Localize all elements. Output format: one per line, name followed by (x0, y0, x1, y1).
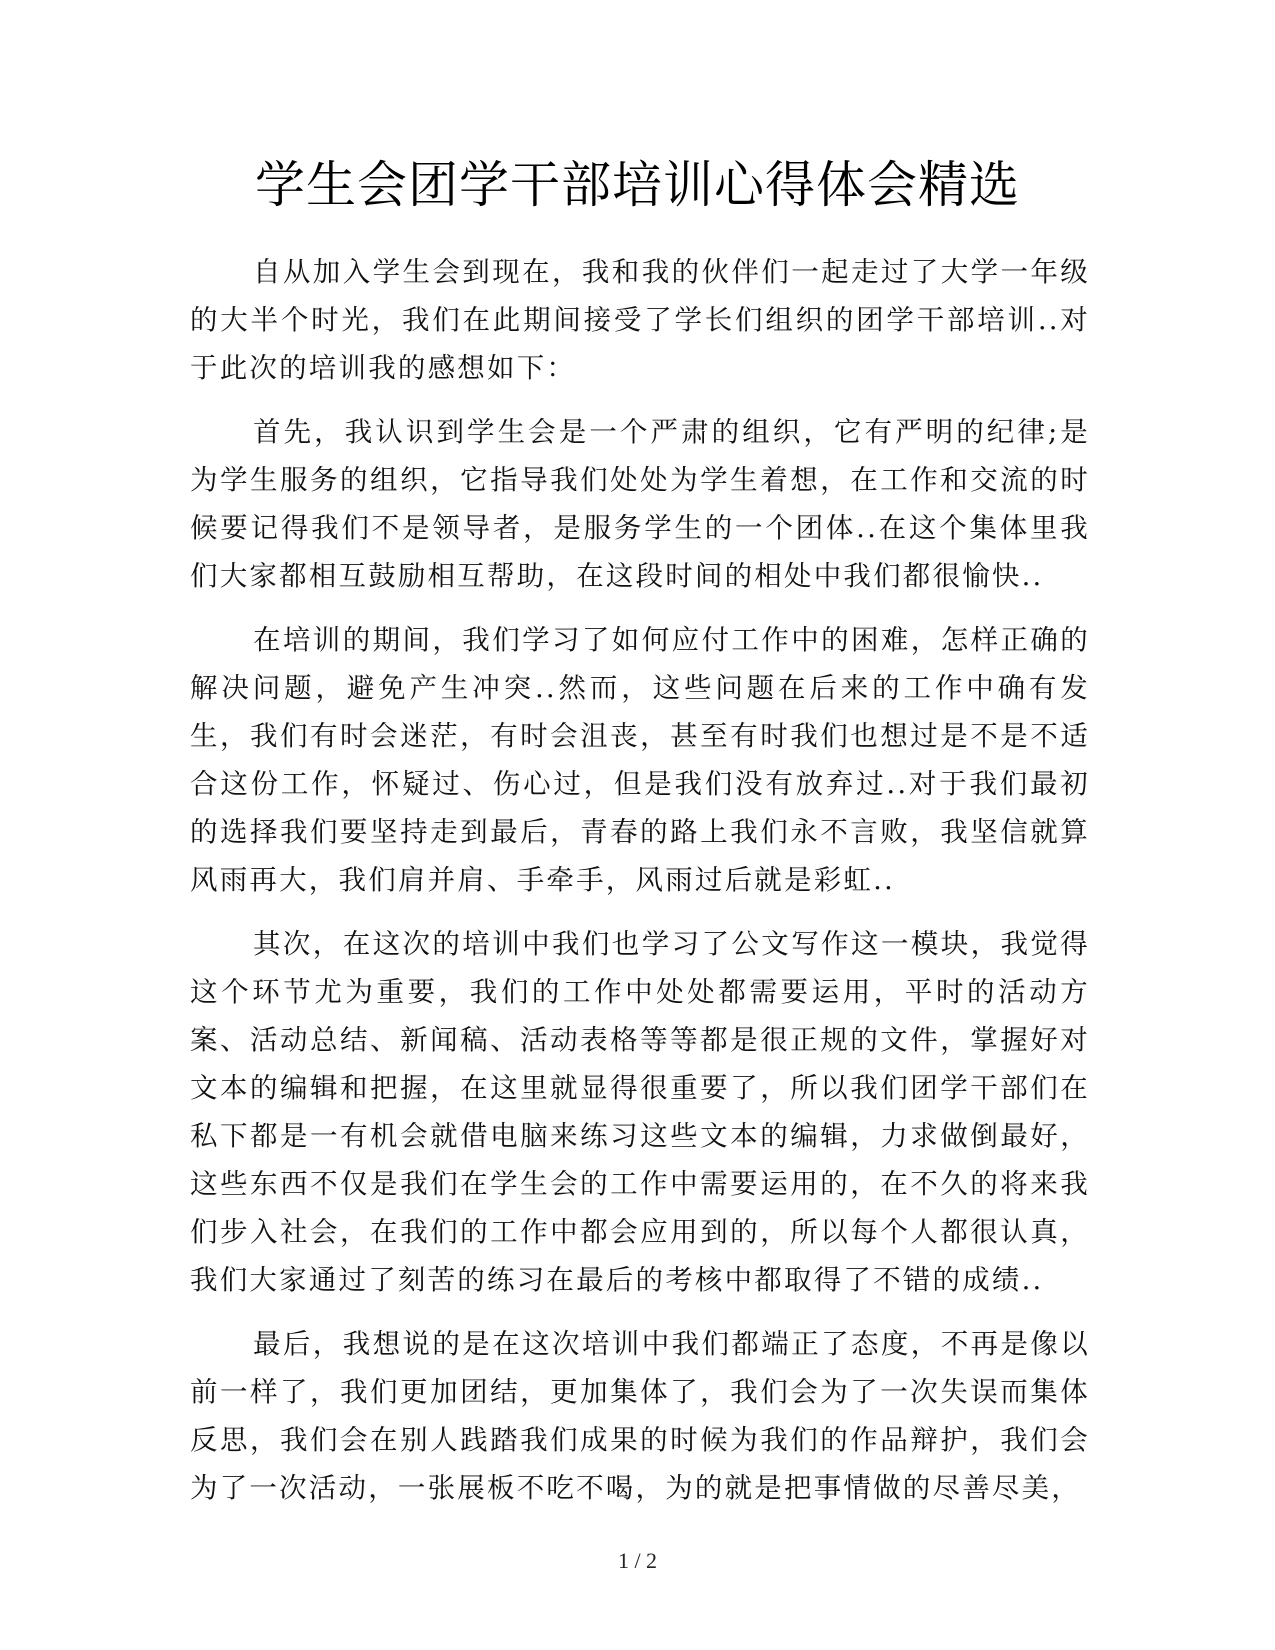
paragraph-final-point: 最后，我想说的是在这次培训中我们都端正了态度，不再是像以前一样了，我们更加团结，更加集体了，我们会为了一次失误而集体反思，我们会在别人践踏我们成果的时候为我们的作品辩护，我们会为了一次活动，一张展板不吃不喝，为的就是把事情做的尽善尽美， (190, 1328, 1090, 1504)
paragraph-second-point: 其次，在这次的培训中我们也学习了公文写作这一模块，我觉得这个环节尤为重要，我们的工作中处处都需要运用，平时的活动方案、活动总结、新闻稿、活动表格等等都是很正规的文件，掌握好对文本的编辑和把握，在这里就显得很重要了，所以我们团学干部们在私下都是一有机会就借电脑来练习这些文本的编辑，力求做倒最好，这些东西不仅是我们在学生会的工作中需要运用的，在不久的将来我们步入社会，在我们的工作中都会应用到的，所以每个人都很认真，我们大家通过了刻苦的练习在最后的考核中都取得了不错的成绩.. (190, 928, 1090, 1296)
document-title: 学生会团学干部培训心得体会精选 (255, 156, 1020, 214)
document-body (190, 248, 1090, 1528)
paragraph-intro: 自从加入学生会到现在，我和我的伙伴们一起走过了大学一年级的大半个时光，我们在此期间接受了学长们组织的团学干部培训..对于此次的培训我的感想如下： (190, 256, 1090, 384)
page-number: 1 / 2 (617, 1548, 658, 1573)
paragraph-first-point: 首先，我认识到学生会是一个严肃的组织，它有严明的纪律;是为学生服务的组织，它指导我们处处为学生着想，在工作和交流的时候要记得我们不是领导者，是服务学生的一个团体..在这个集体里我们大家都相互鼓励相互帮助，在这段时间的相处中我们都很愉快.. (190, 416, 1090, 592)
paragraph-training-period: 在培训的期间，我们学习了如何应付工作中的困难，怎样正确的解决问题，避免产生冲突..然而，这些问题在后来的工作中确有发生，我们有时会迷茫，有时会沮丧，甚至有时我们也想过是不是不适合这份工作，怀疑过、伤心过，但是我们没有放弃过..对于我们最初的选择我们要坚持走到最后，青春的路上我们永不言败，我坚信就算风雨再大，我们肩并肩、手牵手，风雨过后就是彩虹.. (190, 624, 1090, 896)
